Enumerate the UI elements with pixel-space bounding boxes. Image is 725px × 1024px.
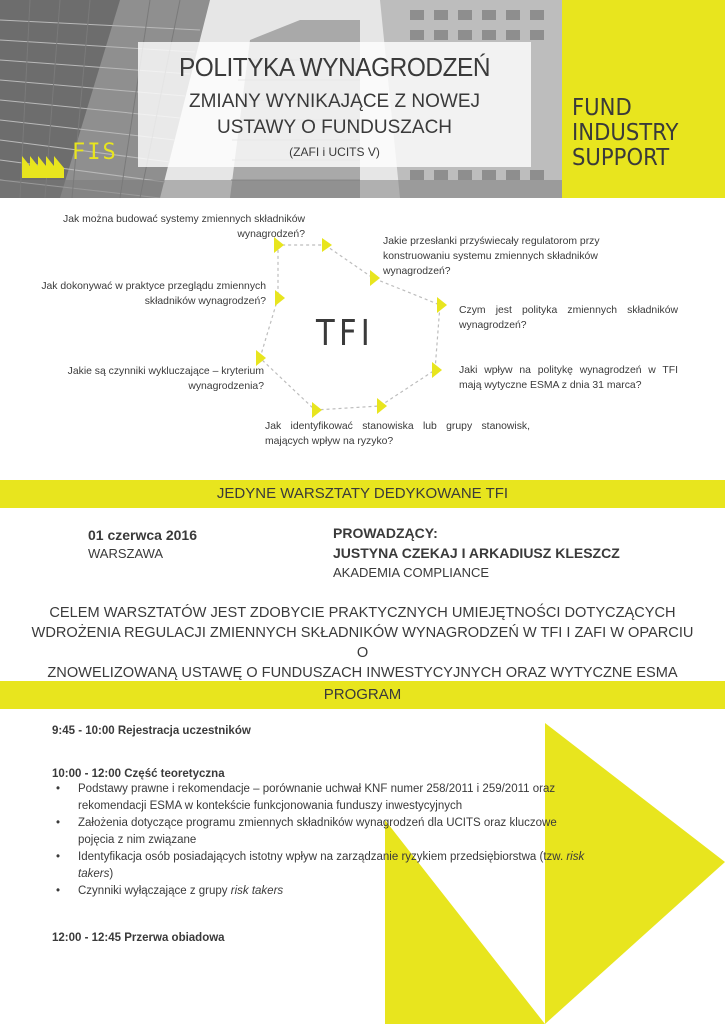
list-item <box>52 815 592 849</box>
diagram-question-1: Jak można budować systemy zmiennych składników wynagrodzeń? <box>63 214 305 240</box>
diagram-center-label: TFI <box>316 313 375 354</box>
program-slot-theory: 10:00 - 12:00 Część teoretyczna <box>52 768 225 780</box>
diagram-question-2: Jakie przesłanki przyświecały regulatorom przy konstruowaniu systemu zmiennych składników wynagrodzeń? <box>383 236 600 277</box>
diagram-question-5: Jakie są czynniki wykluczające – kryterium wynagrodzenia? <box>67 366 264 392</box>
goal-line-3: ZNOWELIZOWANĄ USTAWĘ O FUNDUSZACH INWESTYCYJNYCH ORAZ WYTYCZNE ESMA <box>47 665 678 681</box>
page-subtitle <box>138 89 531 141</box>
trainers-names: JUSTYNA CZEKAJ I ARKADIUSZ KLESZCZ <box>333 545 620 561</box>
topic-text: Założenia dotyczące programu zmiennych składników wynagrodzeń dla UCITS oraz kluczowe pojęcia z nim związane <box>78 817 557 846</box>
trainers-organization: AKADEMIA COMPLIANCE <box>333 565 490 580</box>
event-city: WARSZAWA <box>88 546 164 561</box>
workshop-band: JEDYNE WARSZTATY DEDYKOWANE TFI <box>0 480 725 508</box>
header <box>0 0 725 198</box>
program-slot-lunch: 12:00 - 12:45 Przerwa obiadowa <box>52 932 225 944</box>
list-item <box>52 849 592 883</box>
list-item <box>52 883 592 900</box>
subtitle-line-2: USTAWY O FUNDUSZACH <box>216 117 453 138</box>
brand-wordmark <box>572 96 710 171</box>
fis-logo <box>22 138 132 178</box>
question-cycle-diagram <box>0 198 725 473</box>
goal-line-1: CELEM WARSZTATÓW JEST ZDOBYCIE PRAKTYCZNYCH UMIEJĘTNOŚCI DOTYCZĄCYCH <box>49 605 676 621</box>
topic-italic-term: risk takers <box>78 851 585 880</box>
goal-line-2: WDROŻENIA REGULACJI ZMIENNYCH SKŁADNIKÓW WYNAGRODZEŃ W TFI I ZAFI W OPARCIU O <box>31 625 694 661</box>
program-slot-registration: 9:45 - 10:00 Rejestracja uczestników <box>52 725 251 737</box>
title-box <box>138 42 531 167</box>
diagram-question-4: Czym jest polityka zmiennych składników wynagrodzeń? <box>459 305 678 331</box>
brand-line-1: FUND <box>572 95 632 121</box>
fis-logo-text: FIS <box>72 140 118 165</box>
program-topics-list <box>52 781 592 900</box>
page-title: POLITYKA WYNAGRODZEŃ <box>178 52 491 82</box>
trainers-label: PROWADZĄCY: <box>333 525 438 541</box>
topic-text: Czynniki wyłączające z grupy <box>78 885 231 897</box>
diagram-question-3: Jak dokonywać w praktyce przeglądu zmiennych składników wynagrodzeń? <box>41 281 266 307</box>
workshop-goal <box>30 603 695 683</box>
brand-line-2: INDUSTRY <box>572 120 679 146</box>
topic-italic-term: risk takers <box>230 885 284 897</box>
topic-text: Identyfikacja osób posiadających istotny wpływ na zarządzanie ryzykiem przedsiębiorstwa (tzw. <box>78 851 567 863</box>
page-tagline: (ZAFI i UCITS V) <box>289 145 380 159</box>
program-band: PROGRAM <box>0 681 725 709</box>
event-date: 01 czerwca 2016 <box>88 527 197 543</box>
factory-icon <box>22 138 72 178</box>
topic-text: Podstawy prawne i rekomendacje – porównanie uchwał KNF numer 258/2011 i 259/2011 oraz rekomendacji ESMA w kontekście funkcjonowania funduszy inwestycyjnych <box>78 783 556 812</box>
list-item <box>52 781 592 815</box>
subtitle-line-1: ZMIANY WYNIKAJĄCE Z NOWEJ <box>188 91 480 112</box>
diagram-question-7: Jak identyfikować stanowiska lub grupy stanowisk, mających wpływ na ryzyko? <box>265 421 530 447</box>
topic-text-end: ) <box>109 868 114 880</box>
brand-line-3: SUPPORT <box>572 145 670 171</box>
diagram-question-6: Jaki wpływ na politykę wynagrodzeń w TFI mają wytyczne ESMA z dnia 31 marca? <box>459 365 678 391</box>
